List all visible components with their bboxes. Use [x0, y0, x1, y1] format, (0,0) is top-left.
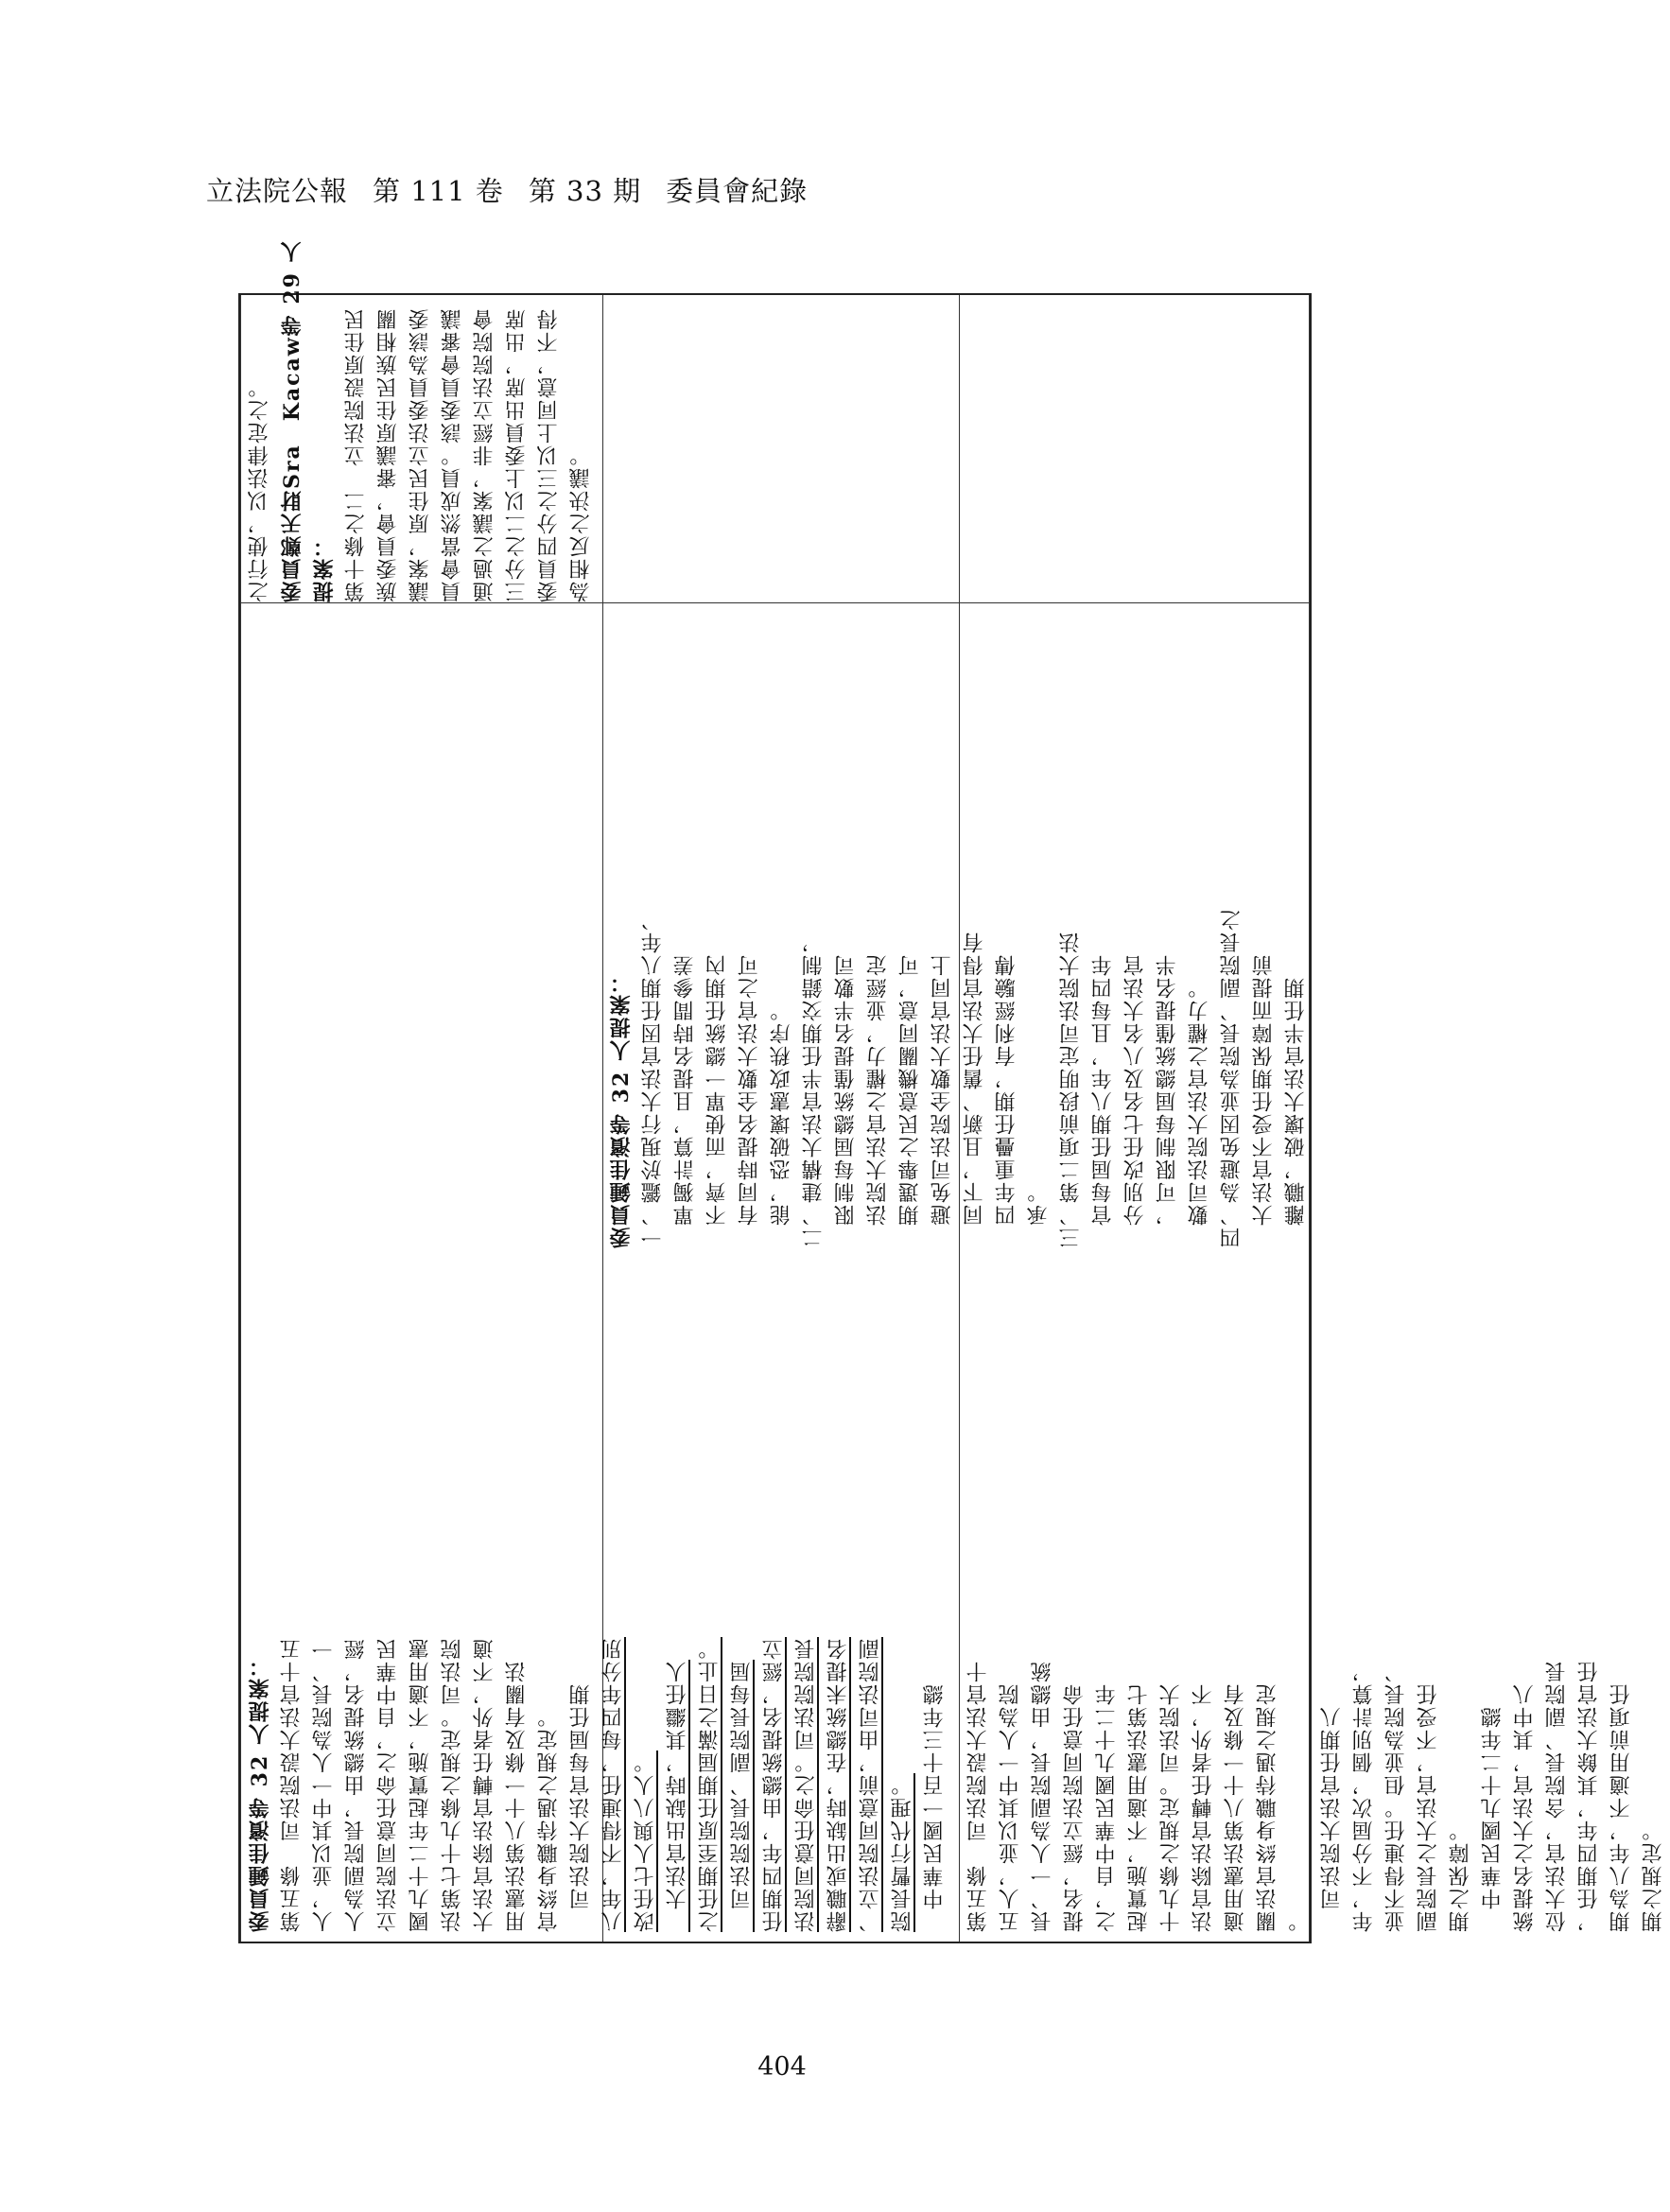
current-law-line: 位大法官，含院長、副院長 — [1545, 1660, 1569, 1932]
current-law-line: 統提名之大法官，其中八 — [1513, 1682, 1537, 1932]
previous-article-tail: 之行使，以法律定之。 — [248, 375, 271, 602]
article-line: 立法院同意任命之，自中華民 — [376, 1637, 400, 1932]
current-law-line: 五人，並以其中一人為院 — [999, 1682, 1022, 1932]
article-line-amended: 法院同意任命之。司法院院長 — [794, 1637, 818, 1932]
explanation-line: 期選舉之民意機關同意，可 — [898, 953, 922, 1248]
explanation-line: 離職，破壞大法官半任期 — [1284, 976, 1308, 1248]
article-line: 官終身職待遇之規定。 — [537, 1705, 561, 1932]
page-number: 404 — [757, 2052, 807, 2081]
explanation-line: 避免司法院全數大法官同上 — [931, 953, 954, 1248]
volume-label: 第 111 卷 — [373, 175, 504, 207]
article-line-amended: 院長暫行代理。 — [891, 1773, 914, 1932]
article-line-amended: 辭職或出缺時，在總統未提名 — [826, 1637, 850, 1932]
kacaw-proposal-text — [244, 239, 598, 602]
current-law-line: 關法官終身職待遇之規定 — [1256, 1682, 1279, 1932]
explanation-line: 能，恐破壞憲政秩序。 — [770, 999, 793, 1248]
article-line-amended: 之任期至原任期屆滿之日止。 — [698, 1637, 722, 1932]
article-line: 為相反之決議。 — [569, 444, 593, 602]
explanation-line: 不齊，而使單一總統任期內 — [705, 953, 729, 1248]
article-line: 議案，原住民立法委員為該委 — [409, 307, 432, 602]
current-law-line: 。 — [1288, 1909, 1312, 1932]
current-law-line: 司法院大法官任期八 — [1320, 1705, 1344, 1932]
current-law-line: 期之保障。 — [1449, 1819, 1472, 1932]
article-line: 通過之議案，非經立法院院會 — [473, 307, 496, 602]
explanation-line: 一、鑑於現行大法官因任期八年、 — [641, 908, 665, 1248]
kacaw-proposal-heading-cont: 提案： — [312, 534, 337, 602]
explanation-line: 限制每屆總統僅提名半數司 — [834, 953, 858, 1248]
current-law-line: ，任期四年，其餘大法官任 — [1577, 1660, 1601, 1932]
explanation-text — [605, 605, 1313, 1248]
explanation-line: 大法官不受任期保障而提前 — [1252, 953, 1276, 1248]
current-law-line: 適用憲法第八十一條及有 — [1224, 1682, 1247, 1932]
article-line: 司法院大法官每屆任期 — [569, 1682, 593, 1932]
explanation-line: 官每屆任期八年，且每四年 — [1091, 953, 1115, 1248]
article-line: 用憲法第八十一條及有關法 — [505, 1660, 529, 1932]
explanation-line: 二、建構大法官半任期交錯制， — [802, 931, 826, 1248]
article-line-amended: 改任七人與八人。 — [634, 1750, 657, 1932]
explanation-line: 同下，且新、舊任大法官得有 — [963, 931, 986, 1248]
explanation-line: 有同時提名全數大法官之可 — [738, 953, 761, 1248]
page-header — [206, 170, 832, 209]
chung-proposal-heading: 委員鍾佳濱等 32 人提案： — [248, 1654, 272, 1932]
explanation-line: 四年重疊任期，有利經驗傳 — [995, 953, 1018, 1248]
current-law-line: 法官除法官轉任者外，不 — [1192, 1682, 1215, 1932]
article-line: 人，並以其中一人為院長、一 — [312, 1637, 336, 1932]
explanation-line: 四、為避免因並為院長、副院長之 — [1220, 908, 1244, 1248]
article-line-amended: 八年，不得連任，每四年分別 — [601, 1637, 625, 1932]
article-line-amended: 大法官出缺時，其繼任人 — [666, 1660, 689, 1932]
kacaw-proposal-cell — [240, 239, 959, 602]
current-law-line: 並不得連任。但並為院長、 — [1384, 1660, 1408, 1932]
current-law-line: 年，不分屆次，個別計算， — [1352, 1660, 1376, 1932]
article-line-amended: 任期四年，由總統提名，經立 — [762, 1637, 786, 1932]
article-line: 人為副院長，由總統提名，經 — [344, 1637, 368, 1932]
current-law-line: 起實施，不適用憲法第七 — [1127, 1682, 1151, 1932]
explanation-line: 單獨計算，且提名時間參差 — [673, 953, 697, 1248]
article-line-amended: 司法院院長、副院長每屆 — [730, 1660, 754, 1932]
explanation-line: 三、第二項前段明定司法院大法 — [1059, 931, 1083, 1248]
article-line: 國九十二年起實施，不適用憲 — [409, 1637, 432, 1932]
explanation-line: 法院大法官之權力，並經定 — [866, 953, 890, 1248]
publication-title: 立法院公報 — [206, 175, 349, 207]
article-line: 大法官除法官轉任者外，不適 — [473, 1637, 496, 1932]
article-line: 族委員會，審議原住民族相關 — [376, 307, 400, 602]
issue-label: 第 33 期 — [528, 175, 642, 207]
article-line: 第十條之二 立法院設原住民 — [344, 307, 368, 602]
explanation-heading: 委員鍾佳濱等 32 人提案： — [609, 970, 634, 1248]
article-line: 第五條 司法院設大法官十五 — [280, 1637, 304, 1932]
current-law-line: 長、一人為副院長，由總統 — [1031, 1660, 1054, 1932]
article-line: 員會當然成員。該委員會審議 — [441, 307, 464, 602]
explanation-line: 分別改任七名及八名大法官 — [1123, 953, 1147, 1248]
article-line: 委員四分之三以上同意，不得 — [537, 307, 561, 602]
current-law-line: 中華民國九十二年總 — [1481, 1705, 1505, 1932]
article-line-amended: 、立法院同意前，由司法院副 — [859, 1637, 882, 1932]
explanation-line: ，可限制每屆總統僅提名半 — [1156, 953, 1179, 1248]
current-law-line: 第五條 司法院設大法官十 — [966, 1660, 990, 1932]
article-line: 中華民國一百十三年總 — [923, 1682, 947, 1932]
current-law-line: 十九條之規定。司法院大 — [1159, 1682, 1183, 1932]
explanation-line: 承。 — [1027, 1180, 1051, 1248]
current-law-line: 提名，經立法院同意任命 — [1063, 1682, 1087, 1932]
current-law-line: 期之規定。 — [1642, 1819, 1665, 1932]
article-line: 法第七十九條之規定。司法院 — [441, 1637, 464, 1932]
current-law-line: 副院長之大法官，不受任 — [1417, 1682, 1440, 1932]
section-label: 委員會紀錄 — [666, 175, 809, 207]
current-law-line: 期為八年，不適用前項任 — [1609, 1682, 1633, 1932]
kacaw-proposal-heading: 委員鄭天財Sra Kacaw等 29 人 — [280, 239, 304, 602]
current-law-line: 之，自中華民國九十二年 — [1095, 1682, 1119, 1932]
article-line: 三分之二以上委員出席，出席 — [505, 307, 529, 602]
explanation-line: 數司法院大法官之權力。 — [1188, 976, 1211, 1248]
